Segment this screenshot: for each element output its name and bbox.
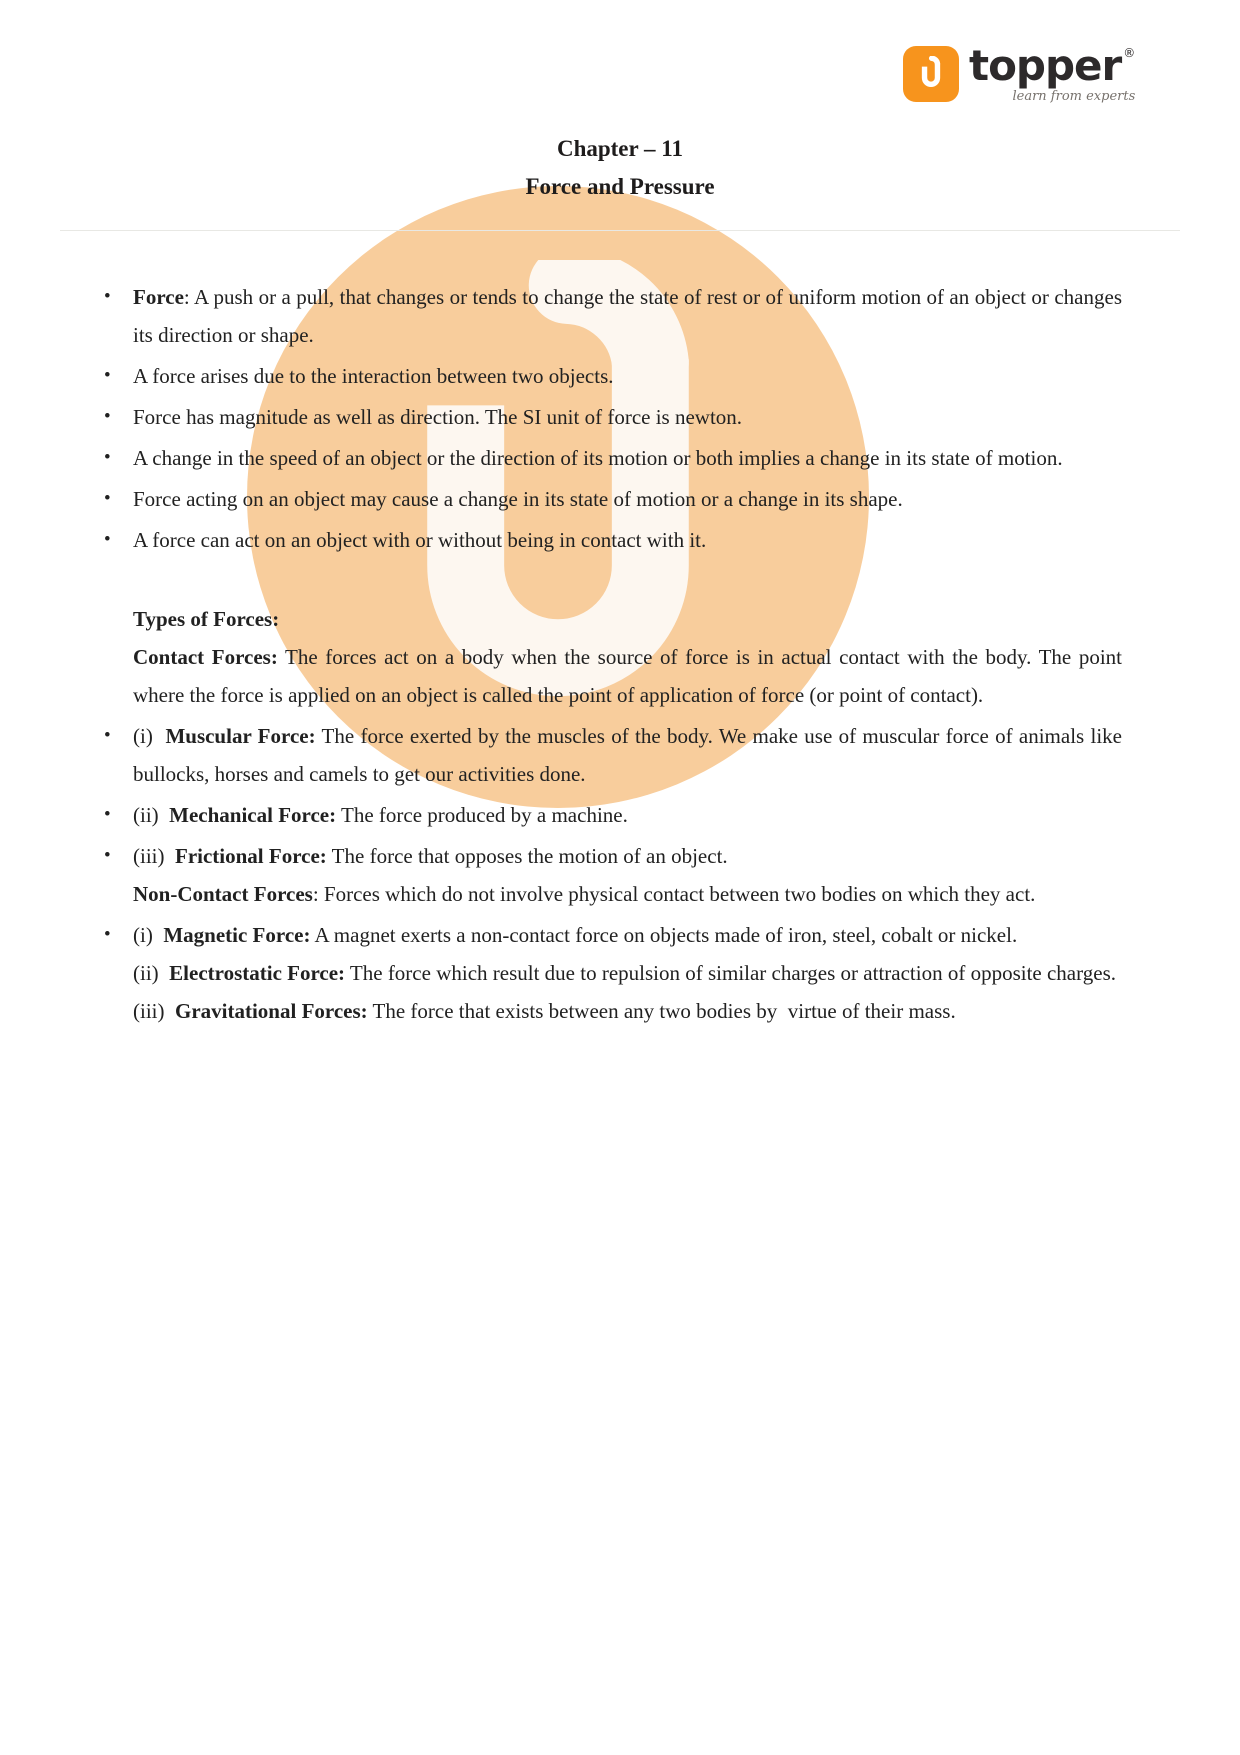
text-run: The force exerted by the muscles of the body. We make use of muscular force of animals like bullocks, horses and camels to get our activities done. (133, 724, 1122, 786)
bullet-icon: • (104, 924, 111, 945)
text-run: The force which result due to repulsion of similar charges or attraction of opposite charges. (345, 961, 1116, 985)
bullet-text (133, 357, 614, 395)
item-numeral: (i) (133, 724, 166, 748)
bullet-item (104, 278, 1122, 354)
bullet-icon: • (104, 286, 111, 307)
list-item (133, 992, 1122, 1030)
bullet-text (133, 398, 742, 436)
bullet-text (133, 480, 903, 518)
bullet-icon: • (104, 804, 111, 825)
contact-forces-paragraph (133, 638, 1122, 714)
text-run: : A push or a pull, that changes or tends to change the state of rest or of uniform motion of an object or changes its direction or shape. (133, 285, 1122, 347)
text-run: The force that exists between any two bodies by virtue of their mass. (367, 999, 956, 1023)
item-numeral: (ii) (133, 961, 170, 985)
bullet-icon: • (104, 488, 111, 509)
text-run: Force has magnitude as well as direction. The SI unit of force is newton. (133, 405, 743, 429)
bold-lead: Electrostatic Force: (169, 961, 346, 985)
brand-logo (903, 41, 1136, 104)
text-run: A force arises due to the interaction between two objects. (133, 364, 614, 388)
bullet-icon: • (104, 725, 111, 746)
bullet-item (104, 796, 1122, 834)
bullet-item (104, 357, 1122, 395)
bold-lead: Muscular Force: (165, 724, 316, 748)
item-numeral: (iii) (133, 999, 175, 1023)
bullet-item (104, 398, 1122, 436)
bullet-text (133, 521, 706, 559)
bullet-item (104, 480, 1122, 518)
registered-mark-icon: ® (1123, 46, 1136, 60)
brand-name: topper (969, 41, 1122, 90)
bullet-item (104, 521, 1122, 559)
brand-wordmark (969, 41, 1136, 104)
bullet-text (133, 278, 1122, 354)
bullet-text (133, 439, 1063, 477)
bold-lead: Non-Contact Forces (133, 882, 313, 906)
bold-lead: Force (133, 285, 184, 309)
text-run: A magnet exerts a non-contact force on objects made of iron, steel, cobalt or nickel. (310, 923, 1018, 947)
bullet-icon: • (104, 447, 111, 468)
bullet-item (104, 916, 1122, 954)
text-run: The force that opposes the motion of an object. (326, 844, 728, 868)
utopper-logo-icon (903, 46, 959, 102)
bold-lead: Frictional Force: (175, 844, 327, 868)
item-numeral: (ii) (133, 803, 170, 827)
bullet-item (104, 837, 1122, 875)
bullet-item (104, 439, 1122, 477)
list-item (133, 954, 1122, 992)
text-run: The forces act on a body when the source of force is in actual contact with the body. The point where the force is applied on an object is called the point of application of force (or point of contact). (133, 645, 1122, 707)
bold-lead: Magnetic Force: (163, 923, 311, 947)
types-of-forces-heading: Types of Forces: (133, 607, 280, 631)
text-run: A force can act on an object with or without being in contact with it. (133, 528, 707, 552)
chapter-title: Chapter – 11 (556, 136, 684, 161)
bullet-text (133, 837, 728, 875)
chapter-subtitle: Force and Pressure (525, 174, 715, 199)
noncontact-forces-paragraph (133, 875, 1122, 913)
text-run: A change in the speed of an object or the direction of its motion or both implies a change in its state of motion. (133, 446, 1063, 470)
u-arrow-icon (917, 56, 945, 92)
bullet-item (104, 717, 1122, 793)
bullet-icon: • (104, 406, 111, 427)
bold-lead: Gravitational Forces: (175, 999, 368, 1023)
bullet-text (133, 717, 1122, 793)
text-run: : Forces which do not involve physical contact between two bodies on which they act. (312, 882, 1036, 906)
bold-lead: Mechanical Force: (169, 803, 337, 827)
brand-tagline: learn from experts (1012, 88, 1136, 104)
item-numeral: (i) (133, 923, 164, 947)
bullet-icon: • (104, 845, 111, 866)
text-run: Force acting on an object may cause a change in its state of motion or a change in its shape. (133, 487, 903, 511)
bold-lead: Contact Forces: (133, 645, 278, 669)
bullet-icon: • (104, 529, 111, 550)
notes-content (0, 231, 1240, 1030)
bullet-text (133, 916, 1017, 954)
item-numeral: (iii) (133, 844, 175, 868)
bullet-text (133, 796, 628, 834)
text-run: The force produced by a machine. (336, 803, 628, 827)
bullet-icon: • (104, 365, 111, 386)
